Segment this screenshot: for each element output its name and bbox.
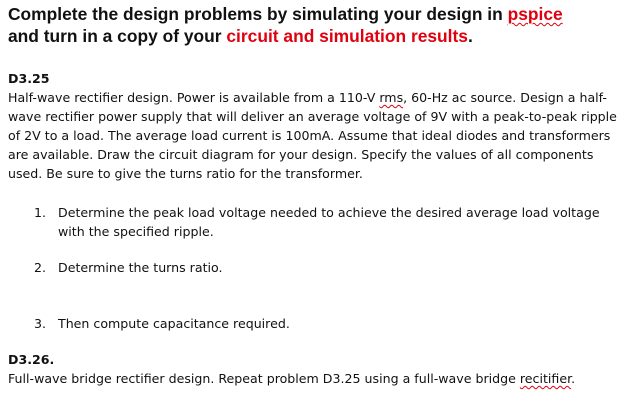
description-part-1: Half-wave rectifier design. Power is available from a 110-V [8, 90, 380, 105]
list-item [8, 203, 630, 241]
heading-text-2: and turn in a copy of your [8, 26, 227, 46]
problem-d3-25-description [8, 88, 630, 183]
heading-text-1: Complete the design problems by simulating your design in [8, 4, 508, 24]
problem-d3-25-steps [8, 203, 630, 333]
step-number: 2. [34, 260, 47, 275]
step-text: Determine the peak load voltage needed to achieve the desired average load voltage with the specified ripple. [58, 205, 600, 239]
step-number: 3. [34, 316, 47, 331]
circuit-results-highlight: circuit and simulation results [226, 26, 468, 46]
d3-26-period: . [571, 371, 576, 386]
list-item [8, 314, 630, 333]
d3-26-text: Full-wave bridge rectifier design. Repeat problem D3.25 using a full-wave bridge [8, 371, 520, 386]
assignment-page [8, 3, 630, 388]
problem-d3-26-id: D3.26. [8, 352, 55, 367]
misspelled-word: recitifier [519, 371, 572, 386]
step-text: Then compute capacitance required. [58, 316, 290, 331]
step-number: 1. [34, 205, 47, 220]
list-item [8, 258, 630, 277]
problem-d3-26-description [8, 369, 630, 388]
step-text: Determine the turns ratio. [58, 260, 223, 275]
problem-d3-25-id: D3.25 [8, 71, 50, 86]
instructions-heading-line-2 [8, 25, 630, 47]
heading-period: . [467, 26, 473, 46]
description-part-2: , 60-Hz ac source. Design a half-wave rectifier power supply that will deliver an average voltage of 9V with a peak-to-peak ripple of 2V to a load. The average load current is 100mA. Assume that ideal diodes and transformers are available. Draw the circuit diagram for your design. Specify the values of all components used. Be sure to give the turns ratio for the transformer. [8, 90, 617, 181]
pspice-word: pspice [507, 4, 563, 24]
instructions-heading-line-1 [8, 3, 630, 25]
rms-word: rms [379, 90, 404, 105]
